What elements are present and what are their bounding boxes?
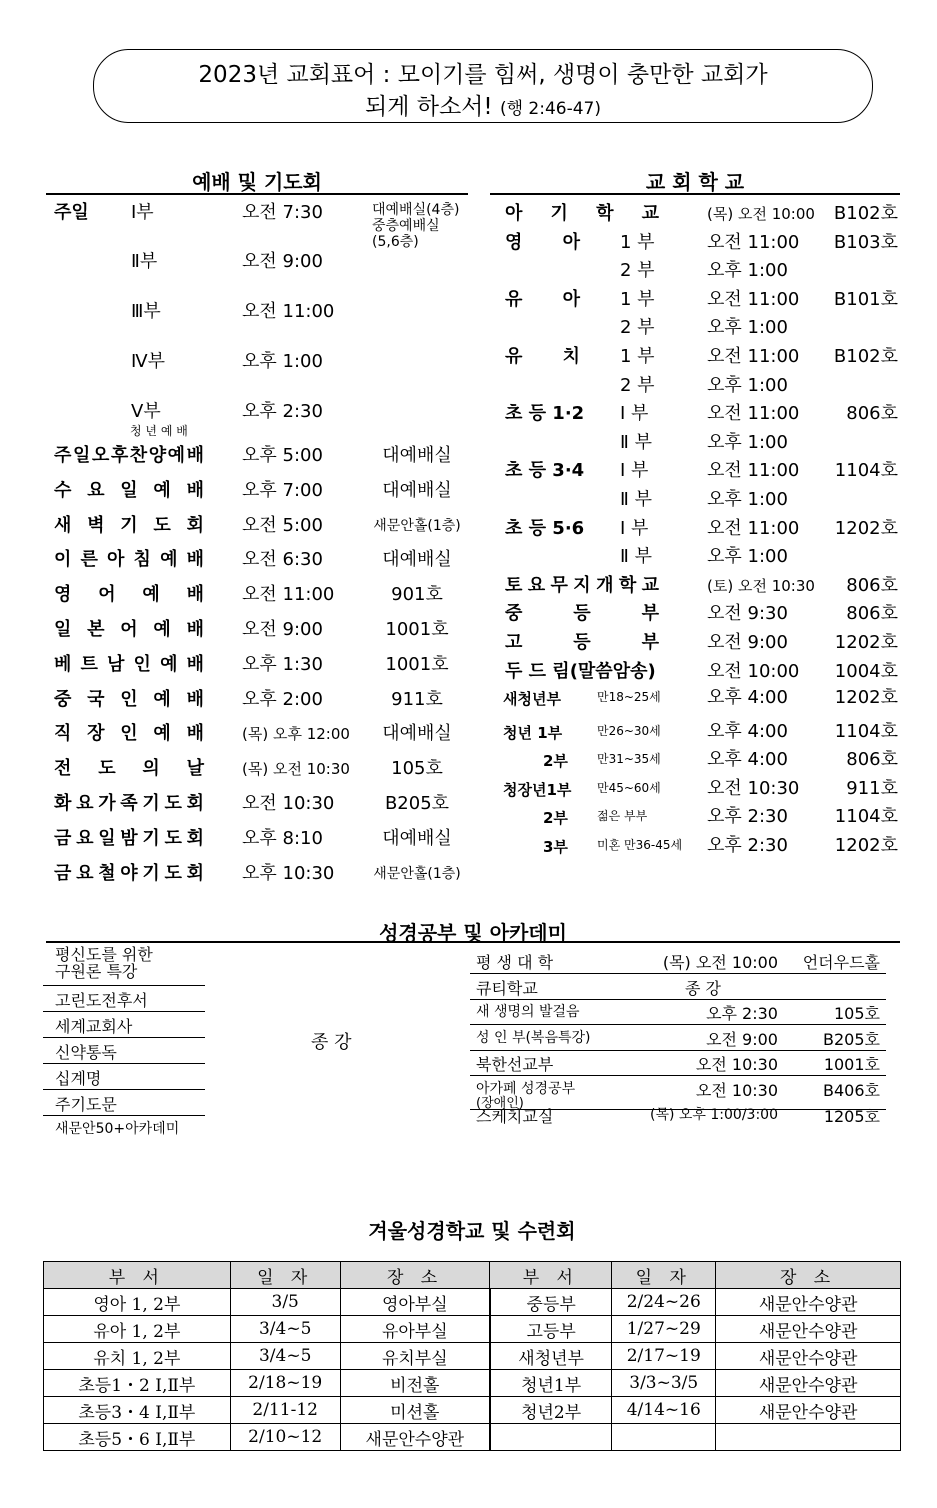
school-title: 교 회 학 교 (645, 170, 745, 194)
worship-time: 오후 1:30 (242, 653, 323, 675)
winter-cell: 유치부실 (340, 1343, 490, 1370)
school-rule (490, 193, 900, 195)
school-name: 고 등 부 (505, 632, 659, 653)
youth-time: 오후 4:00 (707, 749, 788, 770)
academy-left-label: 세계교회사 (55, 1017, 133, 1036)
worship-time: 오후 10:30 (242, 862, 335, 884)
worship-place: 1001호 (385, 619, 449, 640)
winter-cell: 2/11-12 (230, 1397, 340, 1424)
worship-name: 이 른 아 침 예 배 (54, 549, 204, 571)
worship-time: 오후 2:00 (242, 688, 323, 710)
sunday-time: 오전 11:00 (242, 301, 335, 322)
academy-left-item (43, 986, 205, 1012)
worship-time: 오후 7:00 (242, 479, 323, 501)
academy-left-label: 평신도를 위한 (55, 945, 153, 964)
academy-time: 오전 10:30 (695, 1081, 778, 1100)
youth-time: 오후 4:00 (707, 687, 788, 708)
sunday-place-extra: (5,6층) (372, 234, 419, 250)
school-room: 1202호 (834, 632, 898, 653)
school-time: 오전 11:00 (707, 346, 800, 367)
school-name: 아 기 학 교 (505, 203, 659, 224)
academy-left-item (43, 1038, 205, 1064)
worship-title: 예배 및 기도회 (192, 170, 322, 194)
winter-cell: 청년2부 (490, 1397, 612, 1424)
academy-left-item (43, 1116, 205, 1141)
worship-time: (목) 오후 12:00 (242, 725, 350, 744)
academy-right-item (470, 974, 886, 1000)
sunday-part: Ⅲ부 (131, 301, 161, 322)
winter-cell: 1/27~29 (612, 1316, 716, 1343)
academy-right-item (470, 1102, 886, 1127)
worship-place: 대예배실 (382, 479, 452, 501)
youth-time: 오후 2:30 (707, 835, 788, 856)
academy-left-label: 고린도전후서 (55, 991, 148, 1010)
winter-cell: 새문안수양관 (716, 1289, 901, 1316)
academy-place: 1205호 (823, 1106, 880, 1126)
winter-cell: 새문안수양관 (716, 1370, 901, 1397)
school-room: 806호 (846, 603, 898, 625)
winter-cell: 2/24~26 (612, 1289, 716, 1316)
academy-left-item (43, 1090, 205, 1116)
academy-left-label: 새문안50+아카데미 (55, 1121, 180, 1137)
winter-table (43, 1261, 901, 1451)
academy-sub: (장애인) (476, 1096, 524, 1111)
winter-cell: 새문안수양관 (716, 1316, 901, 1343)
winter-cell: 2/17~19 (612, 1343, 716, 1370)
winter-header-row (44, 1262, 901, 1289)
school-room: 806호 (846, 403, 898, 425)
worship-name: 금 요 일 밤 기 도 회 (54, 827, 204, 849)
motto-banner (93, 49, 873, 123)
worship-name: 새 벽 기 도 회 (54, 514, 204, 536)
academy-place: B205호 (823, 1029, 880, 1049)
motto-line-2 (94, 88, 872, 121)
worship-name: 주 일 오 후 찬 양 예 배 (54, 445, 204, 466)
school-room: 1202호 (834, 517, 898, 539)
school-part: Ⅰ 부 (620, 460, 649, 482)
winter-cell: 영아 1, 2부 (44, 1289, 231, 1316)
academy-name: 평 생 대 학 (476, 953, 554, 972)
youth-name: 2부 (543, 809, 568, 827)
winter-cell: 중등부 (490, 1289, 612, 1316)
winter-cell: 영아부실 (340, 1289, 490, 1316)
worship-place: 새문안홀(1층) (373, 865, 461, 882)
academy-name: 북한선교부 (476, 1055, 554, 1075)
school-time: (토) 오전 10:30 (707, 576, 815, 595)
worship-place: 대예배실 (382, 723, 452, 745)
motto-reference: (행 2:46-47) (499, 99, 601, 119)
worship-time: 오전 10:30 (242, 793, 335, 814)
school-time: 오후 1:00 (707, 260, 788, 282)
school-time: 오후 1:00 (707, 431, 788, 453)
school-room: B103호 (833, 231, 898, 253)
sunday-place-extra: 중층예배실 (372, 218, 440, 234)
worship-time: 오전 5:00 (242, 514, 323, 536)
school-time: 오전 11:00 (707, 231, 800, 253)
winter-cell: 청년1부 (490, 1370, 612, 1397)
worship-time: 오전 9:00 (242, 619, 323, 640)
worship-place: 새문안홀(1층) (373, 517, 461, 534)
sunday-part: Ⅰ부 (131, 202, 154, 223)
winter-cell: 3/3~3/5 (612, 1370, 716, 1397)
worship-time: 오전 11:00 (242, 584, 335, 606)
sunday-part: Ⅱ부 (131, 251, 158, 272)
school-time: 오전 10:00 (707, 660, 800, 682)
winter-cell (612, 1424, 716, 1451)
winter-row (44, 1289, 901, 1316)
school-time: 오후 1:00 (707, 489, 788, 510)
academy-title: 성경공부 및 아카데미 (379, 921, 567, 945)
academy-name: 아가페 성경공부 (476, 1081, 576, 1097)
academy-time: 종 강 (685, 978, 721, 998)
school-name: 유 아 (505, 288, 580, 310)
youth-time: 오후 4:00 (707, 721, 788, 742)
worship-name: 영 어 예 배 (54, 584, 204, 606)
worship-time: 오후 8:10 (242, 827, 323, 849)
winter-header-cell: 일 자 (612, 1262, 716, 1289)
school-time: 오후 1:00 (707, 317, 788, 339)
school-time: 오전 9:00 (707, 632, 788, 653)
youth-time: 오후 2:30 (707, 806, 788, 827)
worship-place: B205호 (384, 793, 450, 814)
motto-text: 되게 하소서! (365, 94, 493, 120)
school-part: Ⅰ 부 (620, 517, 649, 539)
youth-age: 미혼 만36-45세 (597, 838, 683, 852)
worship-time: (목) 오전 10:30 (242, 760, 350, 779)
worship-name: 금 요 철 야 기 도 회 (54, 862, 204, 884)
worship-name: 중 국 인 예 배 (54, 688, 204, 710)
school-room: B101호 (833, 288, 898, 310)
school-time: 오전 11:00 (707, 288, 800, 310)
academy-name: 성 인 부(복음특강) (476, 1029, 591, 1046)
winter-cell: 초등5・6 Ⅰ,Ⅱ부 (44, 1424, 231, 1451)
school-part: 1 부 (620, 288, 655, 310)
sunday-label: 주일 (54, 202, 89, 223)
school-room: 806호 (846, 574, 898, 596)
youth-room: 1104호 (834, 721, 898, 742)
youth-age: 젊은 부부 (597, 809, 648, 823)
youth-time: 오전 10:30 (707, 778, 800, 799)
academy-place: B406호 (823, 1081, 880, 1100)
winter-cell (490, 1424, 612, 1451)
worship-place: 901호 (391, 584, 443, 606)
school-name: 초 등 3·4 (505, 460, 585, 482)
winter-header-cell: 부 서 (44, 1262, 231, 1289)
worship-place: 105호 (391, 758, 443, 780)
winter-cell: 2/10~12 (230, 1424, 340, 1451)
winter-row (44, 1424, 901, 1451)
winter-cell (716, 1424, 901, 1451)
worship-name: 베 트 남 인 예 배 (54, 653, 204, 675)
school-part: Ⅰ 부 (620, 403, 649, 425)
winter-cell: 새문안수양관 (340, 1424, 490, 1451)
winter-header-cell: 부 서 (490, 1262, 612, 1289)
winter-cell: 새청년부 (490, 1343, 612, 1370)
academy-left-item (43, 1064, 205, 1090)
academy-rule (46, 941, 900, 943)
school-part: 2 부 (620, 317, 655, 339)
sunday-part: Ⅳ부 (131, 351, 165, 372)
youth-name: 2부 (543, 752, 568, 770)
academy-time: (목) 오후 1:00/3:00 (650, 1106, 778, 1123)
youth-service-note: 청 년 예 배 (130, 424, 188, 438)
school-name: 중 등 부 (505, 603, 659, 625)
school-part: Ⅱ 부 (620, 546, 652, 568)
winter-cell: 새문안수양관 (716, 1397, 901, 1424)
school-name: 영 아 (505, 231, 580, 253)
school-room: B102호 (833, 203, 898, 224)
worship-name: 직 장 인 예 배 (54, 723, 204, 745)
academy-left-label: 신약통독 (55, 1043, 117, 1062)
school-time: 오전 11:00 (707, 460, 800, 482)
winter-cell: 4/14~16 (612, 1397, 716, 1424)
school-name: 초 등 5·6 (505, 517, 585, 539)
academy-closed-label: 종 강 (311, 1032, 352, 1053)
youth-name: 청년 1부 (503, 724, 563, 742)
winter-row (44, 1343, 901, 1370)
school-time: (목) 오전 10:00 (707, 205, 815, 223)
youth-room: 1202호 (834, 835, 898, 856)
academy-right-item (470, 999, 886, 1025)
academy-place: 언더우드홀 (802, 953, 880, 972)
school-part: 1 부 (620, 346, 655, 367)
academy-name: 큐티학교 (476, 978, 538, 998)
academy-right-item (470, 1025, 886, 1051)
sunday-part: Ⅴ부 (131, 401, 161, 422)
worship-place: 1001호 (385, 653, 449, 675)
school-time: 오전 11:00 (707, 403, 800, 425)
academy-place: 1001호 (823, 1055, 880, 1075)
winter-cell: 새문안수양관 (716, 1343, 901, 1370)
school-time: 오전 9:30 (707, 603, 788, 625)
winter-header-cell: 장 소 (716, 1262, 901, 1289)
school-part: 2 부 (620, 260, 655, 282)
sunday-time: 오전 7:30 (242, 202, 323, 223)
youth-age: 만18~25세 (597, 690, 661, 704)
sunday-time: 오후 2:30 (242, 401, 323, 422)
worship-name: 화 요 가 족 기 도 회 (54, 793, 204, 814)
youth-name: 청장년1부 (503, 781, 572, 799)
youth-age: 만26~30세 (597, 724, 661, 738)
academy-left-label: 십계명 (55, 1069, 102, 1088)
sunday-time: 오후 1:00 (242, 351, 323, 372)
academy-name: 스케치교실 (476, 1106, 554, 1126)
winter-cell: 고등부 (490, 1316, 612, 1343)
school-room: 1004호 (834, 660, 898, 682)
school-room: 1104호 (834, 460, 898, 482)
motto-line-1: 2023년 교회표어 : 모이기를 힘써, 생명이 충만한 교회가 (198, 62, 768, 88)
sunday-place: 대예배실(4층) (372, 202, 460, 218)
school-time: 오후 1:00 (707, 374, 788, 396)
worship-place: 대예배실 (382, 549, 452, 571)
winter-cell: 초등1・2 Ⅰ,Ⅱ부 (44, 1370, 231, 1397)
academy-left-label: 주기도문 (55, 1095, 117, 1114)
youth-room: 1104호 (834, 806, 898, 827)
winter-cell: 3/5 (230, 1289, 340, 1316)
youth-name: 3부 (543, 838, 568, 856)
winter-cell: 2/18~19 (230, 1370, 340, 1397)
school-room: B102호 (833, 346, 898, 367)
school-part: 2 부 (620, 374, 655, 396)
academy-time: 오후 2:30 (706, 1004, 778, 1024)
worship-time: 오전 6:30 (242, 549, 323, 571)
youth-room: 806호 (846, 749, 898, 770)
winter-cell: 3/4~5 (230, 1316, 340, 1343)
youth-room: 911호 (846, 778, 898, 799)
worship-place: 911호 (391, 688, 443, 710)
school-time: 오후 1:00 (707, 546, 788, 568)
winter-cell: 초등3・4 Ⅰ,Ⅱ부 (44, 1397, 231, 1424)
school-part: Ⅱ 부 (620, 431, 652, 453)
youth-room: 1202호 (834, 687, 898, 708)
youth-name: 새청년부 (503, 690, 561, 708)
academy-left-label: 구원론 특강 (55, 962, 138, 981)
worship-place: 대예배실 (382, 445, 452, 466)
youth-age: 만45~60세 (597, 781, 661, 795)
academy-right-item (470, 1050, 886, 1076)
school-name: 초 등 1·2 (505, 403, 585, 425)
school-part: Ⅱ 부 (620, 489, 652, 510)
school-name: 토 요 무 지 개 학 교 (505, 574, 659, 596)
winter-cell: 유치 1, 2부 (44, 1343, 231, 1370)
sunday-time: 오전 9:00 (242, 251, 323, 272)
winter-cell: 유아 1, 2부 (44, 1316, 231, 1343)
winter-cell: 비전홀 (340, 1370, 490, 1397)
school-name: 유 치 (505, 346, 580, 367)
academy-right-item (470, 948, 886, 974)
worship-place: 대예배실 (382, 827, 452, 849)
winter-row (44, 1370, 901, 1397)
academy-time: 오전 9:00 (706, 1029, 778, 1049)
academy-name: 새 생명의 발걸음 (476, 1004, 580, 1021)
academy-time: (목) 오전 10:00 (662, 953, 778, 972)
worship-time: 오후 5:00 (242, 445, 323, 466)
academy-left-item (43, 1012, 205, 1038)
winter-row (44, 1397, 901, 1424)
winter-cell: 유아부실 (340, 1316, 490, 1343)
winter-cell: 미션홀 (340, 1397, 490, 1424)
youth-age: 만31~35세 (597, 752, 661, 766)
winter-header-cell: 장 소 (340, 1262, 490, 1289)
winter-header-cell: 일 자 (230, 1262, 340, 1289)
worship-name: 전 도 의 날 (54, 758, 204, 780)
school-part: 1 부 (620, 231, 655, 253)
winter-title: 겨울성경학교 및 수련회 (368, 1219, 576, 1243)
school-name: 두 드 림(말씀암송) (505, 660, 656, 682)
winter-cell: 3/4~5 (230, 1343, 340, 1370)
worship-name: 수 요 일 예 배 (54, 479, 204, 501)
worship-name: 일 본 어 예 배 (54, 619, 204, 640)
academy-place: 105호 (834, 1004, 880, 1024)
winter-row (44, 1316, 901, 1343)
academy-time: 오전 10:30 (695, 1055, 778, 1075)
worship-rule (46, 193, 468, 195)
school-time: 오전 11:00 (707, 517, 800, 539)
